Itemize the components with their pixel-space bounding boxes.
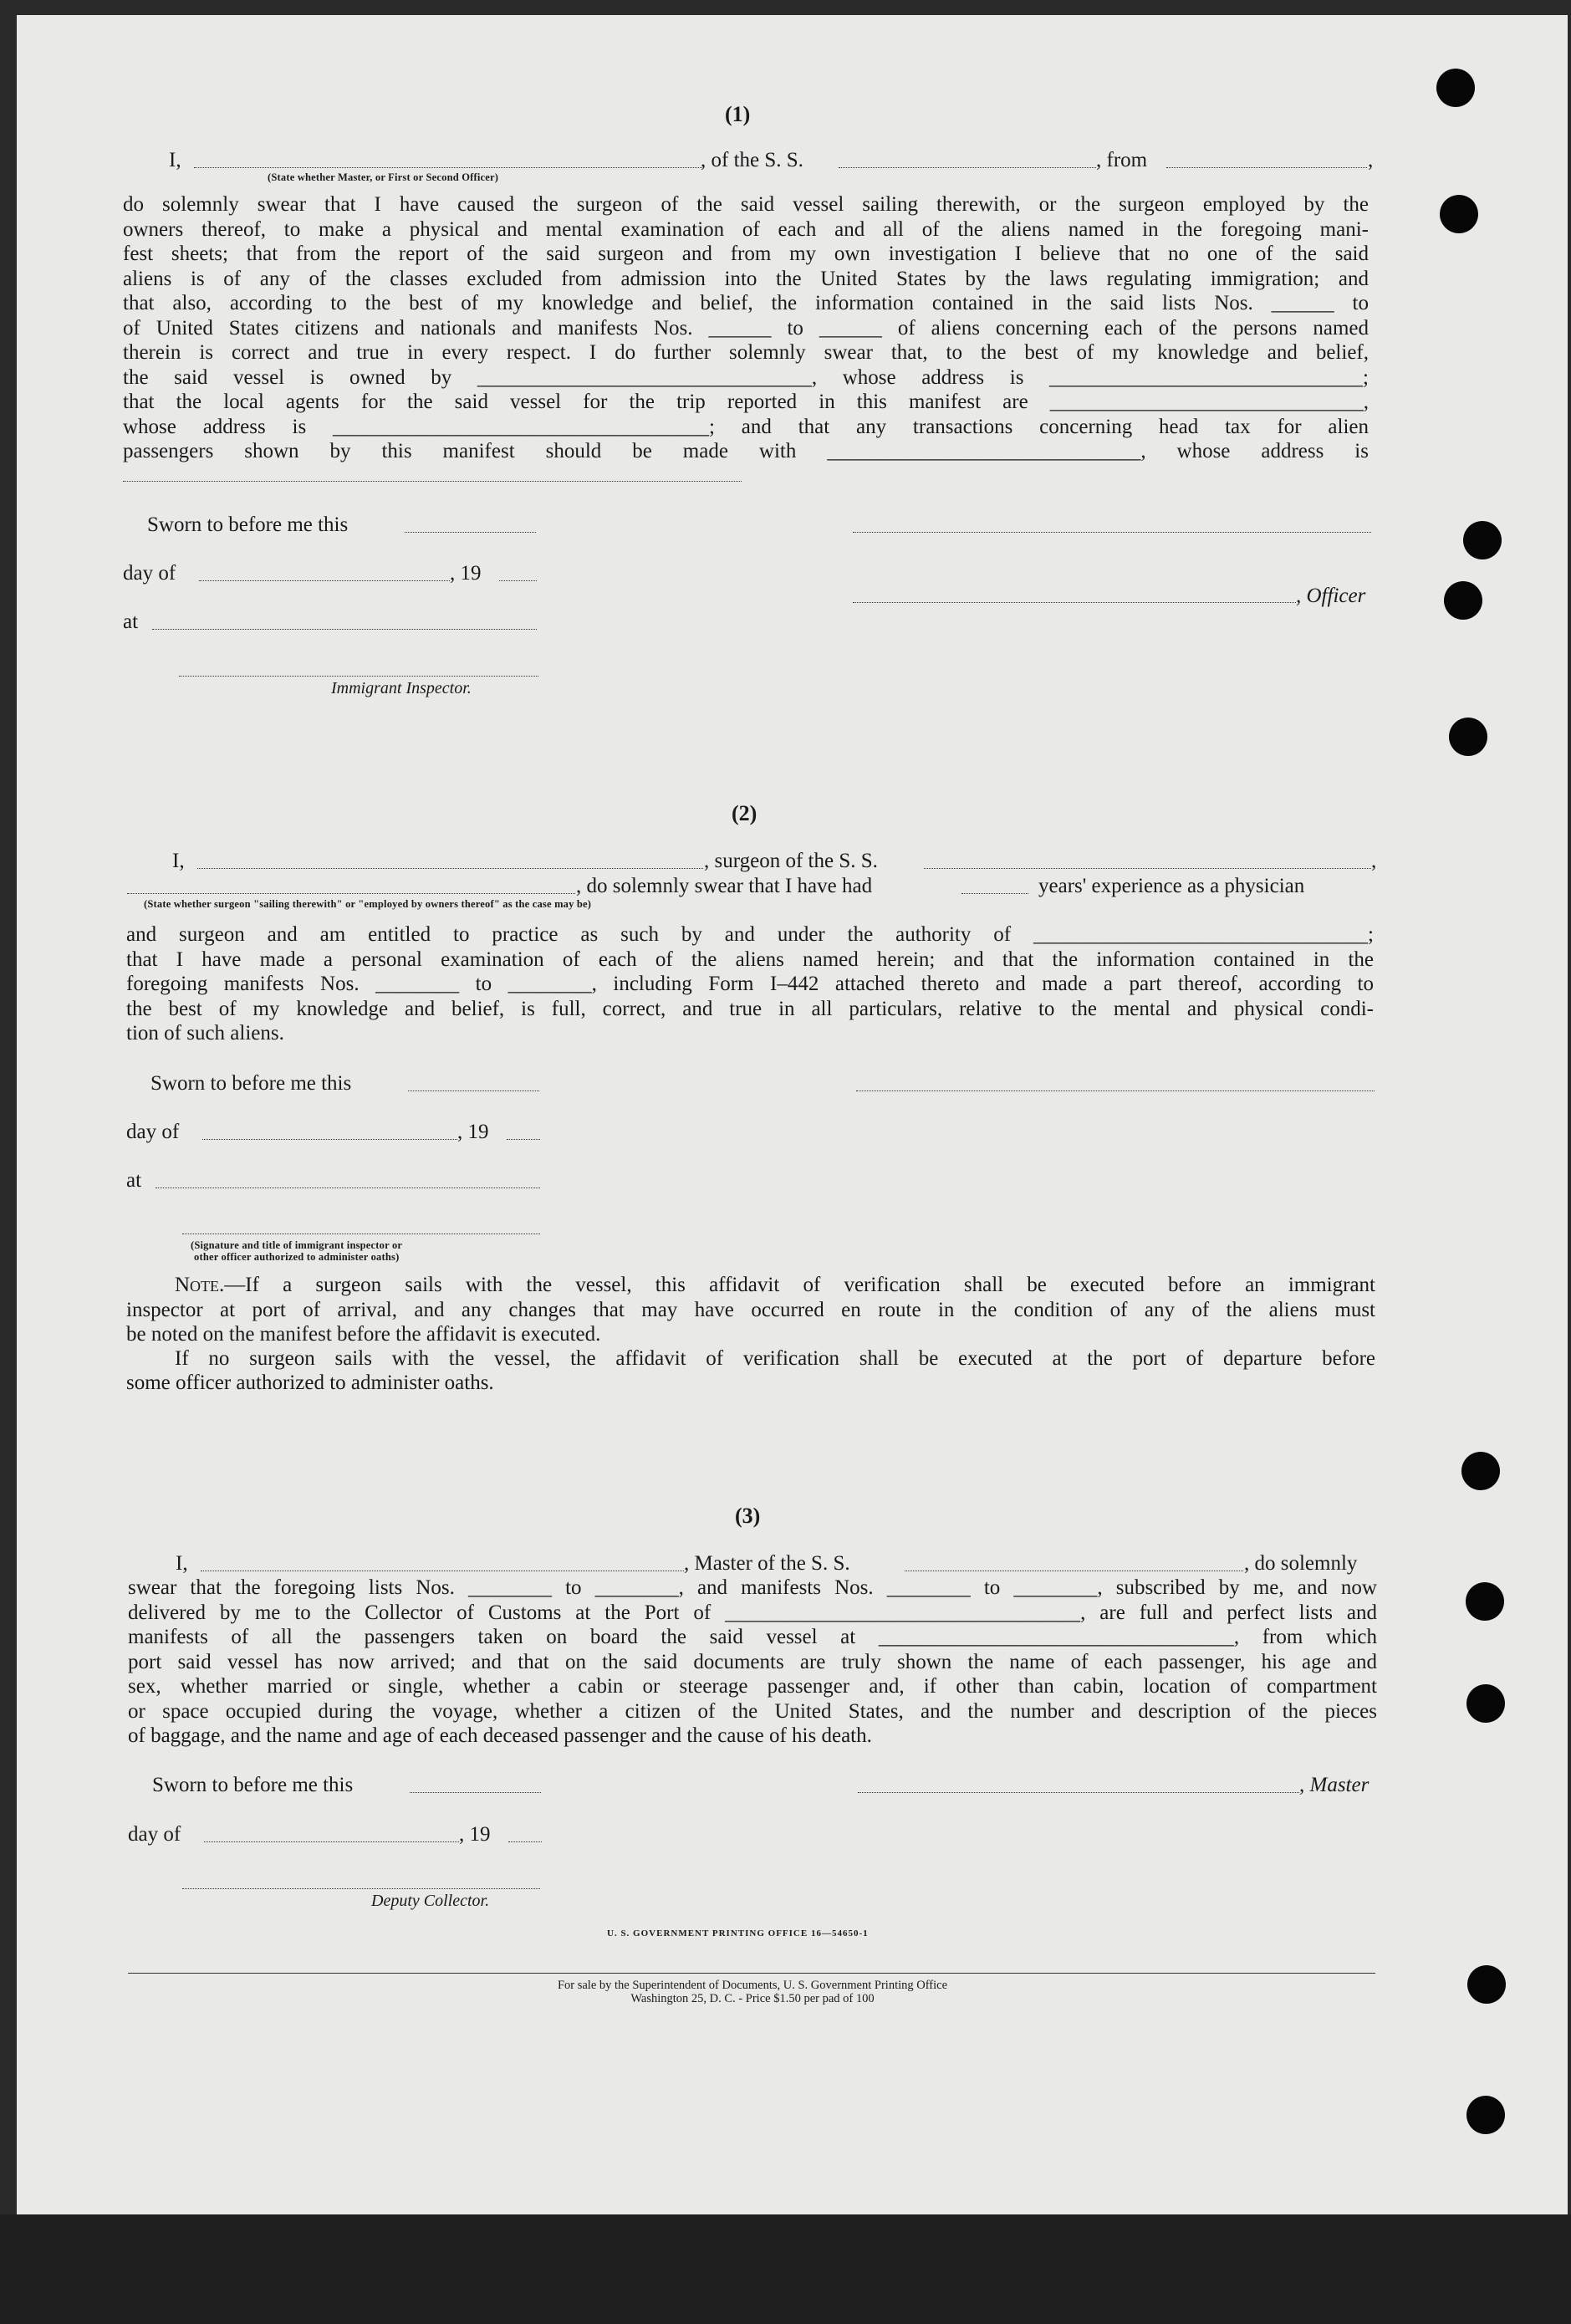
footer-line: Washington 25, D. C. - Price $1.50 per pad of 100	[630, 1992, 875, 2005]
officer-instruction: (State whether Master, or First or Second Officer)	[268, 171, 499, 183]
punch-hole	[1440, 195, 1478, 233]
sworn-label: Sworn to before me this	[150, 1072, 352, 1095]
year-field	[499, 580, 537, 581]
at-field	[152, 629, 537, 630]
affidavit-line: port said vessel has now arrived; and that on the said documents are truly shown the name of each passenger, his age and	[128, 1650, 1377, 1673]
year-label: , 19	[459, 1823, 491, 1846]
footer-rule	[128, 1973, 1375, 1974]
officer-signature-field	[853, 602, 1296, 603]
punch-hole	[1466, 1684, 1505, 1723]
vessel-name-field	[839, 167, 1096, 168]
affidavit-line: sex, whether married or single, whether a cabin or steerage passenger and, if other than cabin, location of compartment	[128, 1675, 1377, 1698]
sworn-label: Sworn to before me this	[147, 513, 349, 536]
label-i: I,	[172, 850, 185, 872]
affidavit-line: fest sheets; that from the report of the said surgeon and from my own investigation I believe that no one of the said	[123, 243, 1369, 265]
affidavit-line: the said vessel is owned by ________________________________, whose address is ______________________________;	[123, 365, 1369, 389]
note-label: Note.	[175, 1274, 225, 1296]
note-paragraph	[126, 1273, 1375, 1322]
affidavit-line: that the local agents for the said vessel for the trip reported in this manifest are ______________________________,	[123, 391, 1369, 413]
section-number: (3)	[735, 1504, 761, 1528]
surgeon-status-field	[127, 893, 575, 894]
swear-text: , do solemnly swear that I have had	[576, 875, 873, 897]
affidavit-line: of baggage, and the name and age of each deceased passenger and the cause of his death.	[128, 1724, 872, 1747]
deputy-signature-field	[182, 1888, 540, 1889]
inspector-caption: Immigrant Inspector.	[331, 679, 472, 697]
affidavit-line: aliens is of any of the classes excluded from admission into the United States by the laws regulating immigration; and	[123, 267, 1369, 290]
day-of-field	[202, 1139, 457, 1140]
punch-hole	[1463, 521, 1502, 559]
sworn-date-field	[410, 1792, 541, 1793]
punch-hole	[1449, 718, 1487, 756]
affidavit-line: the best of my knowledge and belief, is full, correct, and true in all particulars, relative to the mental and physical condi-	[126, 997, 1374, 1020]
day-of-label: day of	[123, 562, 176, 585]
note-text: —If a surgeon sails with the vessel, this affidavit of verification shall be executed before an immigrant	[224, 1274, 1375, 1296]
section-number: (2)	[732, 801, 757, 825]
label-master-of: , Master of the S. S.	[684, 1552, 850, 1575]
label-surgeon-of: , surgeon of the S. S.	[704, 850, 878, 872]
punch-hole	[1444, 581, 1482, 620]
surgeon-affidavit-body	[126, 922, 1374, 1021]
day-of-label: day of	[128, 1823, 181, 1846]
experience-text: years' experience as a physician	[1038, 875, 1305, 897]
years-field	[961, 893, 1028, 894]
affidavit-line: therein is correct and true in every respect. I do further solemnly swear that, to the best of my knowledge and belief,	[123, 341, 1369, 364]
affidavit-line: owners thereof, to make a physical and mental examination of each and all of the aliens named in the foregoing mani-	[123, 217, 1369, 241]
affidavit-line: that I have made a personal examination of each of the aliens named herein; and that the information contained in the	[126, 947, 1374, 971]
signature-field	[856, 1090, 1375, 1091]
surgeon-name-field	[197, 868, 703, 869]
affidavit-line: passengers shown by this manifest should be made with ______________________________, whose address is	[123, 440, 1369, 462]
year-label: , 19	[457, 1121, 489, 1143]
label-i: I,	[176, 1552, 188, 1575]
affidavit-line: delivered by me to the Collector of Customs at the Port of __________________________________, are full and perfect lists and	[128, 1601, 1377, 1624]
sworn-label: Sworn to before me this	[152, 1774, 354, 1796]
note-line: If no surgeon sails with the vessel, the affidavit of verification shall be executed at the port of departure before	[175, 1347, 1375, 1370]
signature-instruction: other officer authorized to administer oaths)	[194, 1251, 400, 1263]
footer-line: For sale by the Superintendent of Documents, U. S. Government Printing Office	[557, 1979, 948, 1992]
officer-label: , Officer	[1296, 585, 1366, 607]
day-of-field	[199, 580, 450, 581]
affidavit-line: tion of such aliens.	[126, 1022, 284, 1045]
comma: ,	[1368, 149, 1374, 171]
affidavit-line: foregoing manifests Nos. ________ to ________, including Form I–442 attached thereto and made a part thereof, according to	[126, 973, 1374, 995]
label-of-ss: , of the S. S.	[701, 149, 803, 171]
footer-text	[334, 1979, 1171, 2005]
label-do-solemnly: , do solemnly	[1244, 1552, 1358, 1575]
punch-hole	[1461, 1452, 1500, 1490]
punch-hole	[1436, 69, 1475, 107]
sworn-date-field	[405, 532, 536, 533]
at-label: at	[126, 1169, 142, 1192]
affidavit-line: whose address is ____________________________________; and that any transactions concerning head tax for alien	[123, 415, 1369, 438]
affidavit-body	[123, 192, 1369, 464]
year-label: , 19	[450, 562, 482, 585]
section-number: (1)	[725, 102, 751, 126]
sworn-date-field	[408, 1090, 539, 1091]
note-line: be noted on the manifest before the affidavit is executed.	[126, 1323, 601, 1346]
master-affidavit-body	[128, 1576, 1377, 1724]
punch-hole	[1466, 1582, 1504, 1621]
affidavit-line: swear that the foregoing lists Nos. ________ to ________, and manifests Nos. ________ to ________, subscribed by me, and now	[128, 1576, 1377, 1599]
inspector-signature-field	[179, 676, 538, 677]
year-field	[508, 1841, 542, 1842]
day-of-field	[204, 1841, 459, 1842]
at-label: at	[123, 610, 139, 633]
affidavit-line: do solemnly swear that I have caused the surgeon of the said vessel sailing therewith, or the surgeon employed by the	[123, 193, 1369, 216]
scan-border	[0, 2214, 1571, 2324]
note-line: inspector at port of arrival, and any changes that may have occurred en route in the condition of any of the aliens must	[126, 1298, 1375, 1321]
officer-name-field	[194, 167, 702, 168]
punch-hole	[1467, 1965, 1506, 2004]
affidavit-line: of United States citizens and nationals and manifests Nos. ______ to ______ of aliens concerning each of the persons named	[123, 316, 1369, 340]
affidavit-line: manifests of all the passengers taken on board the said vessel at __________________________________, from which	[128, 1626, 1377, 1648]
note-paragraph-2	[126, 1346, 1375, 1371]
master-label: , Master	[1299, 1774, 1370, 1796]
note-line	[126, 1273, 1375, 1298]
label-from: , from	[1096, 149, 1148, 171]
day-of-label: day of	[126, 1121, 180, 1143]
deputy-caption: Deputy Collector.	[371, 1892, 490, 1910]
vessel-name-field	[924, 868, 1371, 869]
year-field	[507, 1139, 540, 1140]
continuation-field	[123, 481, 742, 482]
port-from-field	[1166, 167, 1367, 168]
signature-instruction: (Signature and title of immigrant inspector or	[191, 1239, 403, 1251]
affidavit-line: or space occupied during the voyage, whether a citizen of the United States, and the number and description of the pieces	[128, 1699, 1377, 1723]
note-line: some officer authorized to administer oaths.	[126, 1371, 494, 1394]
punch-hole	[1466, 2096, 1505, 2134]
signature-field	[853, 532, 1371, 533]
label-i: I,	[169, 149, 181, 171]
master-signature-field	[858, 1792, 1299, 1793]
surgeon-instruction: (State whether surgeon "sailing therewith" or "employed by owners thereof" as the case may be)	[144, 898, 592, 910]
affidavit-line: and surgeon and am entitled to practice as such by and under the authority of ________________________________;	[126, 923, 1374, 946]
gpo-print-line: U. S. GOVERNMENT PRINTING OFFICE 16—54650-1	[607, 1928, 869, 1938]
affidavit-line: that also, according to the best of my knowledge and belief, the information contained in the said lists Nos. ______ to	[123, 292, 1369, 314]
comma: ,	[1371, 850, 1377, 872]
